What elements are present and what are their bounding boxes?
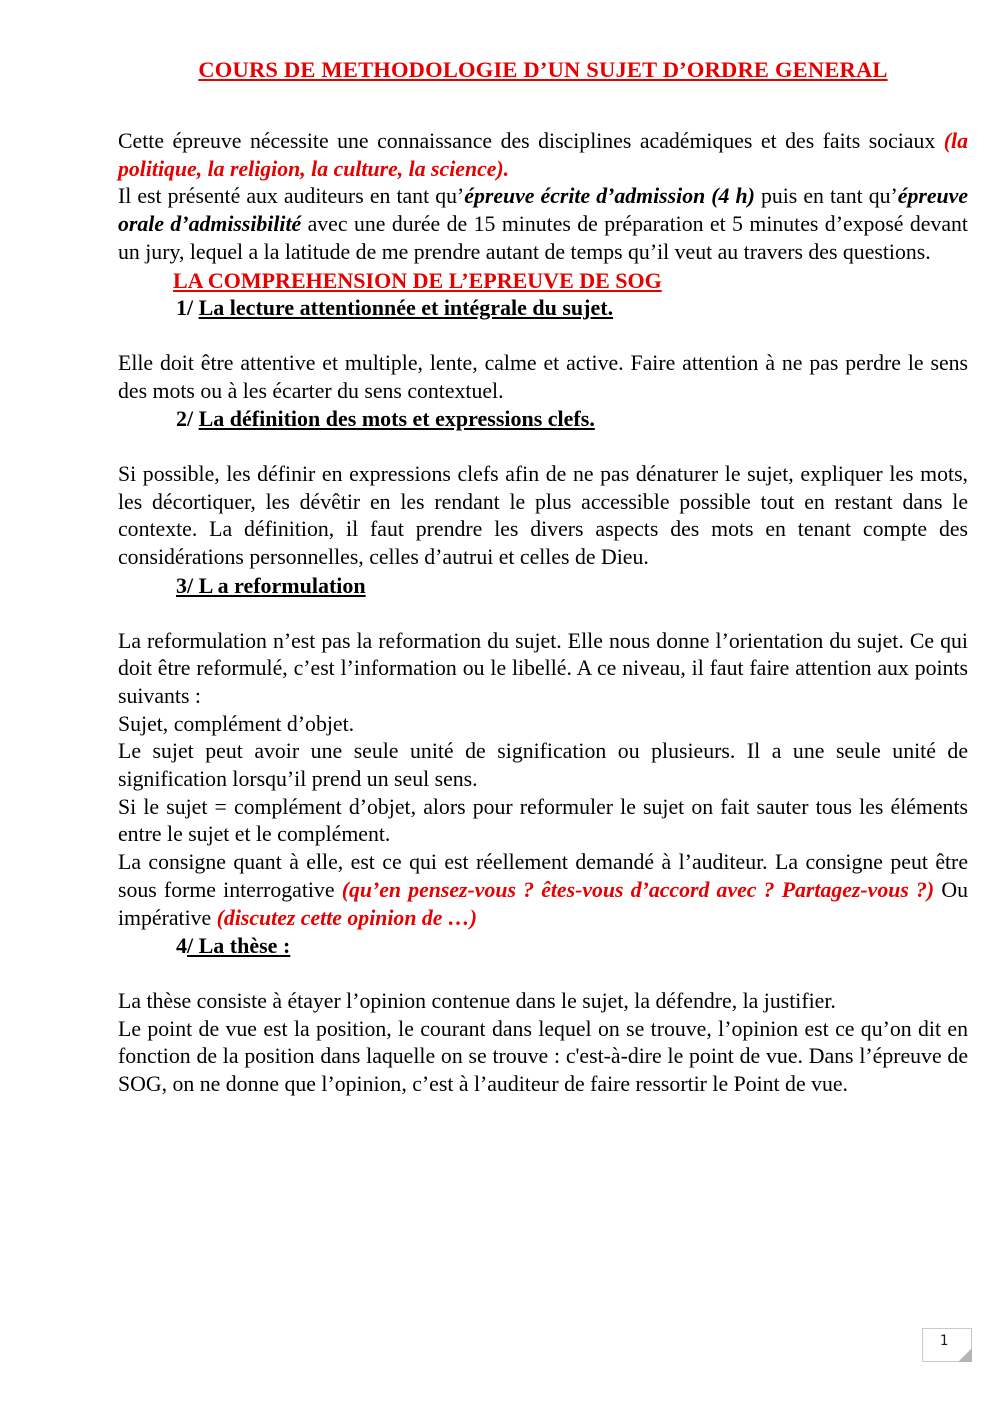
intro-red-italic-run: (la politique, la religion, la culture, la science).	[118, 129, 968, 181]
s3-p5-red-italic-2: (discutez cette opinion de …)	[216, 905, 477, 930]
section-2-body-block	[118, 461, 968, 572]
section-3-paragraph-3: Le sujet peut avoir une seule unité de signification ou plusieurs. Il a une seule unité de signification lorsqu’il prend un seul sens.	[118, 739, 968, 792]
heading-1	[118, 294, 968, 322]
section-3-paragraph-1: La reformulation n’est pas la reformation du sujet. Elle nous donne l’orientation du sujet. Ce qui doit être reformulé, c’est l’information ou le libellé. A ce niveau, il faut faire attention aux points suivants :	[118, 628, 968, 708]
s3-p5-run-2: Ou impérative	[118, 877, 968, 930]
heading-4-number: 4	[176, 933, 187, 959]
heading-1-text: La lecture attentionnée et intégrale du sujet.	[198, 295, 614, 321]
intro-p2-bold-italic-2: épreuve orale d’admissibilité	[118, 184, 968, 237]
document-content	[118, 0, 968, 1099]
heading-2-text: La définition des mots et expressions clefs.	[198, 406, 595, 432]
section-4-body-block	[118, 988, 968, 1099]
intro-p2-run-2: puis en tant qu’	[754, 184, 898, 209]
section-1-paragraph: Elle doit être attentive et multiple, lente, calme et active. Faire attention à ne pas perdre le sens des mots ou à les écarter du sens contextuel.	[118, 350, 968, 403]
intro-section	[118, 128, 968, 267]
section-3-paragraph-4: Si le sujet = complément d’objet, alors pour reformuler le sujet on fait sauter tous les éléments entre le sujet et le complément.	[118, 794, 968, 847]
intro-p2-run-1: Il est présenté aux auditeurs en tant qu’	[118, 184, 465, 209]
page-corner-fold-icon	[958, 1348, 972, 1362]
page-number-badge	[922, 1328, 972, 1362]
main-section-heading	[118, 267, 968, 295]
heading-1-number: 1/	[176, 295, 199, 321]
heading-4-text: / La thèse :	[187, 933, 291, 959]
page-number: 1	[939, 1333, 949, 1349]
main-section-heading-text: LA COMPREHENSION DE L’EPREUVE DE SOG	[173, 267, 662, 293]
section-1-body-block	[118, 350, 968, 405]
intro-p2-bold-italic-1: épreuve écrite d’admission (4 h)	[464, 184, 755, 209]
intro-p2-run-3: avec une durée de 15 minutes de préparation et 5 minutes d’exposé devant un jury, lequel a la latitude de me prendre autant de temps qu’il veut au travers des questions.	[118, 212, 968, 264]
section-4-paragraph-2: Le point de vue est la position, le courant dans lequel on se trouve, l’opinion est ce qu’on dit en fonction de la position dans laquelle on se trouve : c'est-à-dire le point de vue. Dans l’épreuve de SOG, on ne donne que l’opinion, c’est à l’auditeur de faire ressortir le Point de vue.	[118, 1016, 968, 1097]
section-3-body-block	[118, 628, 968, 933]
section-3-paragraph-5	[118, 849, 968, 932]
section-4-paragraph-1: La thèse consiste à étayer l’opinion contenue dans le sujet, la défendre, la justifier.	[118, 988, 836, 1013]
section-3-paragraph-2: Sujet, complément d’objet.	[118, 711, 355, 736]
intro-text: Cette épreuve nécessite une connaissance des disciplines académiques et des faits sociaux	[118, 129, 944, 153]
intro-paragraph-2	[118, 183, 968, 266]
heading-2-number: 2/	[176, 406, 199, 432]
s3-p5-red-italic-1: (qu’en pensez-vous ? êtes-vous d’accord avec ? Partagez-vous ?)	[341, 877, 935, 902]
heading-3	[118, 572, 968, 600]
heading-4	[118, 932, 968, 960]
heading-3-text: 3/ L a reformulation	[176, 572, 366, 598]
page-title: COURS DE METHODOLOGIE D’UN SUJET D’ORDRE GENERAL	[198, 57, 888, 82]
intro-paragraph-1	[118, 128, 968, 183]
section-2-paragraph: Si possible, les définir en expressions clefs afin de ne pas dénaturer le sujet, expliquer les mots, les décortiquer, les dévêtir en les rendant le plus accessible possible tout en restant dans le contexte. La définition, il faut prendre les divers aspects des mots en tenant compte des considérations personnelles, celles d’autrui et celles de Dieu.	[118, 462, 968, 570]
s3-p5-run-1: La consigne quant à elle, est ce qui est réellement demandé à l’auditeur. La consigne peut être sous forme interrogative	[118, 850, 968, 902]
heading-2	[118, 405, 968, 433]
